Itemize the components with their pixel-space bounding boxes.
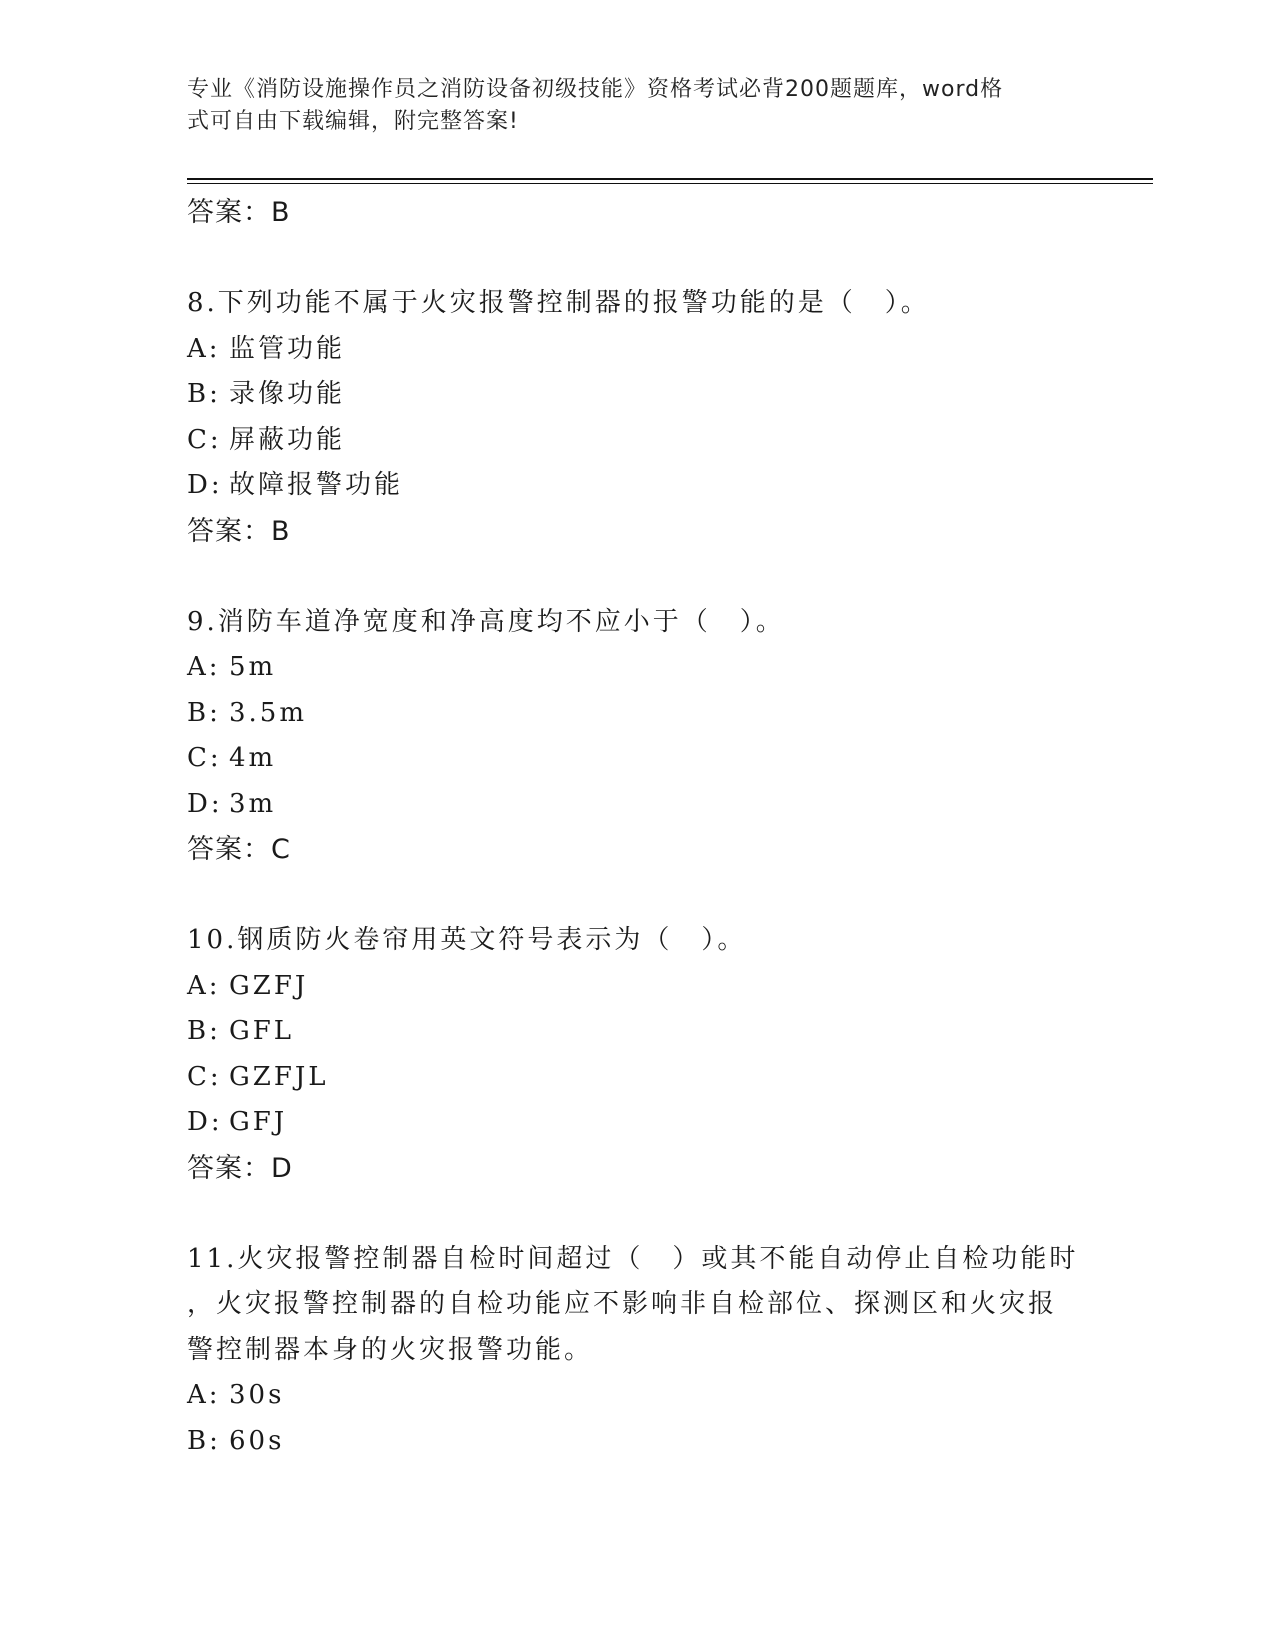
option-label: C: bbox=[187, 424, 222, 455]
option-text: GFJ bbox=[229, 1107, 288, 1137]
option-text: 30s bbox=[229, 1380, 285, 1410]
option-label: D: bbox=[187, 1107, 223, 1137]
question-text: 9.消防车道净宽度和净高度均不应小于（ ）。 bbox=[187, 606, 785, 637]
option-text: GZFJL bbox=[229, 1061, 329, 1092]
option-text: 3.5m bbox=[229, 697, 308, 728]
header-line-2: 式可自由下载编辑，附完整答案! bbox=[187, 109, 519, 134]
option-text: 录像功能 bbox=[229, 379, 346, 409]
document-header bbox=[187, 74, 1067, 138]
option-text: GZFJ bbox=[229, 970, 309, 1001]
option-item bbox=[187, 1419, 1087, 1465]
question-text: ，火灾报警控制器的自检功能应不影响非自检部位、探测区和火灾报 bbox=[187, 1289, 1058, 1319]
option-item bbox=[187, 691, 1087, 737]
question-text: 10.钢质防火卷帘用英文符号表示为（ ）。 bbox=[187, 925, 747, 955]
option-label: B: bbox=[187, 697, 221, 728]
option-item bbox=[187, 372, 1087, 418]
question-spacer bbox=[187, 554, 1087, 600]
option-label: B: bbox=[187, 1016, 221, 1046]
option-item bbox=[187, 645, 1087, 691]
option-text: 监管功能 bbox=[229, 333, 346, 364]
option-text: GFL bbox=[229, 1016, 295, 1046]
question-block bbox=[187, 281, 1087, 554]
option-item bbox=[187, 327, 1087, 373]
header-divider-thin bbox=[187, 183, 1153, 184]
option-label: D: bbox=[187, 788, 223, 819]
option-text: 屏蔽功能 bbox=[229, 424, 346, 455]
option-item bbox=[187, 736, 1087, 782]
option-item bbox=[187, 1373, 1087, 1419]
option-item bbox=[187, 418, 1087, 464]
option-label: A: bbox=[187, 970, 221, 1001]
question-text: 8.下列功能不属于火灾报警控制器的报警功能的是（ ）。 bbox=[187, 288, 930, 318]
option-label: B: bbox=[187, 379, 221, 409]
question-text: 警控制器本身的火灾报警功能。 bbox=[187, 1334, 594, 1365]
header-line-1: 专业《消防设施操作员之消防设备初级技能》资格考试必背200题题库，word格 bbox=[187, 77, 1004, 102]
option-item bbox=[187, 964, 1087, 1010]
option-label: A: bbox=[187, 1380, 221, 1410]
question-spacer bbox=[187, 236, 1087, 282]
answer-line: 答案：C bbox=[187, 834, 291, 865]
answer-line: 答案：B bbox=[187, 515, 291, 547]
option-item bbox=[187, 1100, 1087, 1146]
question-block bbox=[187, 600, 1087, 873]
question-spacer bbox=[187, 1191, 1087, 1237]
question-spacer bbox=[187, 873, 1087, 919]
question-text: 11.火灾报警控制器自检时间超过（ ）或其不能自动停止自检功能时 bbox=[187, 1243, 1079, 1274]
header-divider-thick bbox=[187, 178, 1153, 180]
option-label: B: bbox=[187, 1425, 221, 1456]
option-label: A: bbox=[187, 652, 221, 682]
question-block bbox=[187, 1237, 1087, 1465]
question-list bbox=[187, 190, 1087, 1464]
option-text: 60s bbox=[229, 1425, 285, 1456]
answer-line: 答案：D bbox=[187, 1152, 293, 1184]
option-item bbox=[187, 1009, 1087, 1055]
answer-line: 答案：B bbox=[187, 197, 291, 228]
option-text: 4m bbox=[229, 743, 277, 773]
option-label: D: bbox=[187, 470, 223, 500]
option-text: 故障报警功能 bbox=[229, 470, 404, 500]
question-block bbox=[187, 918, 1087, 1191]
option-item bbox=[187, 463, 1087, 509]
option-label: C: bbox=[187, 1061, 222, 1092]
option-text: 5m bbox=[229, 652, 277, 682]
option-item bbox=[187, 1055, 1087, 1101]
option-label: A: bbox=[187, 333, 221, 364]
option-text: 3m bbox=[229, 788, 277, 819]
option-label: C: bbox=[187, 743, 222, 773]
option-item bbox=[187, 782, 1087, 828]
